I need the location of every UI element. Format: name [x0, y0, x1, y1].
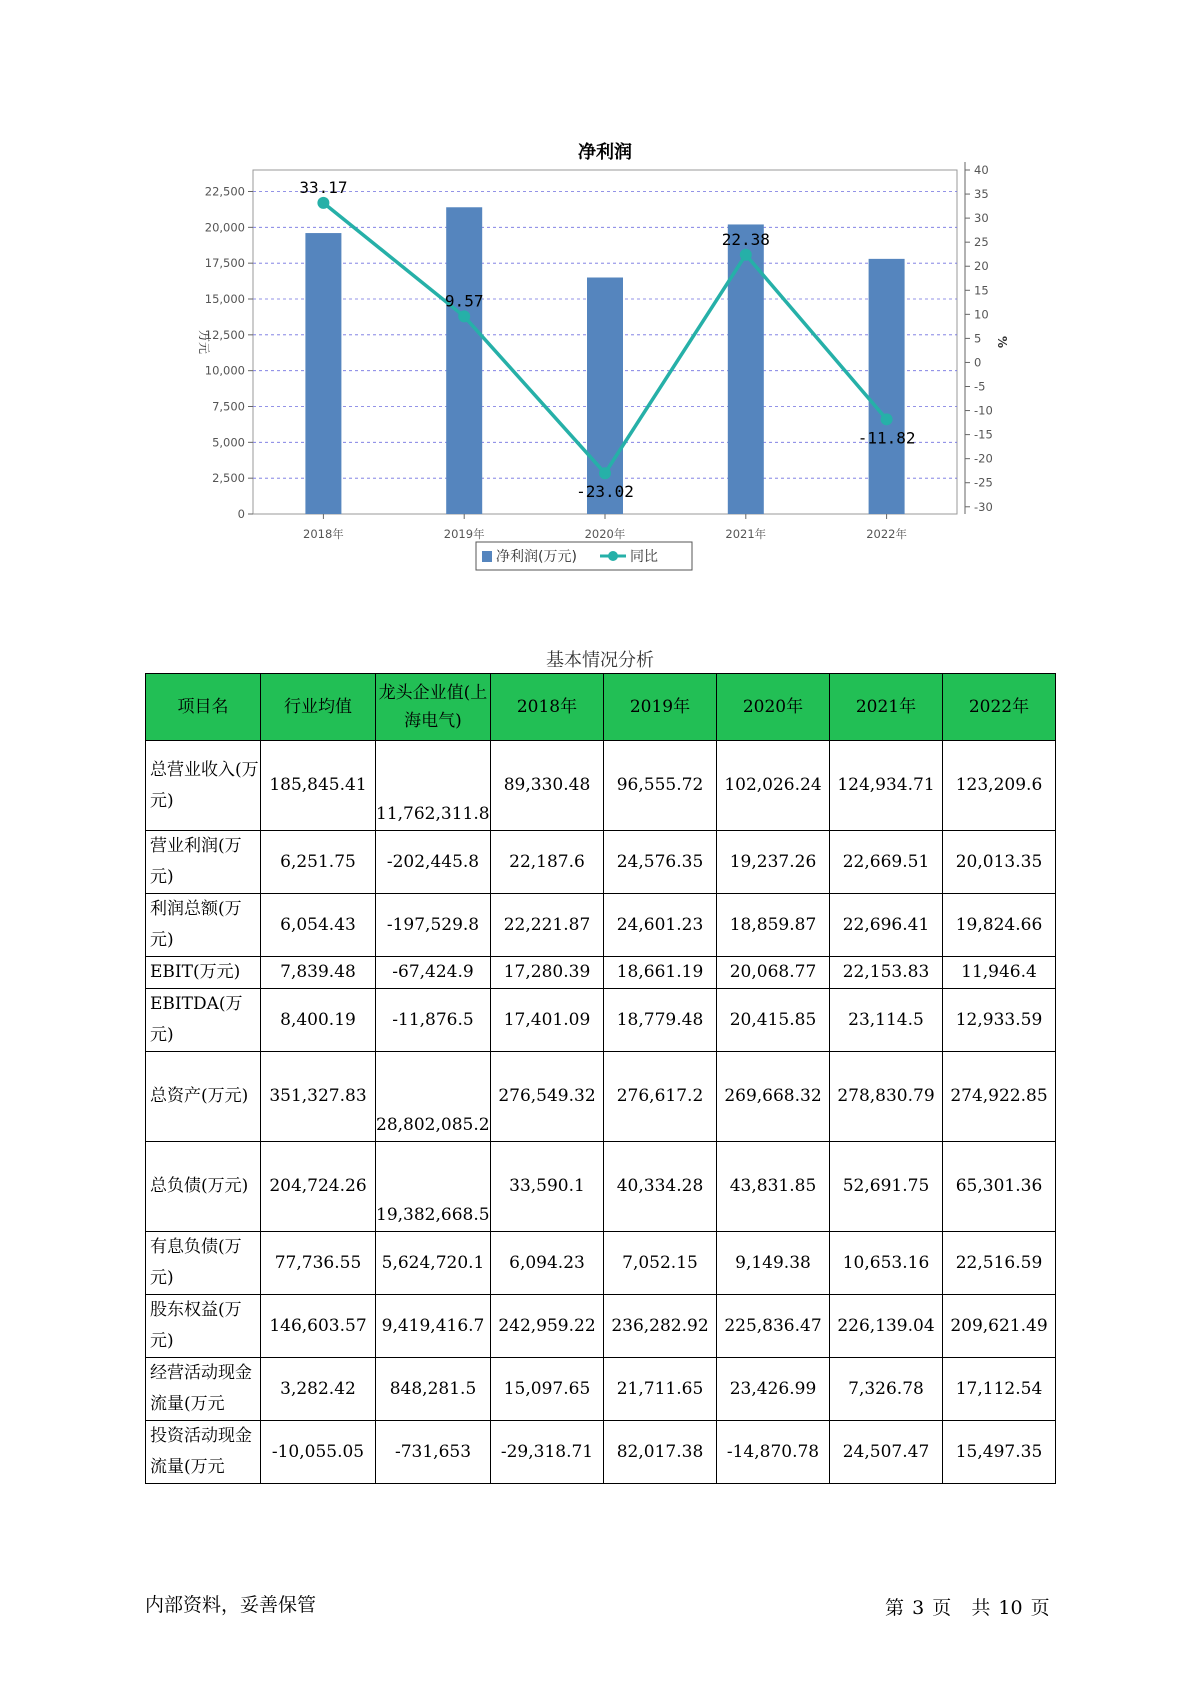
- value-cell: 28,802,085.2: [376, 1052, 491, 1142]
- page-current: 3: [912, 1597, 925, 1619]
- value-cell: 102,026.24: [717, 741, 830, 831]
- table-row: [146, 831, 1056, 894]
- left-tick-label: 7,500: [212, 399, 245, 414]
- left-tick-label: 20,000: [204, 220, 245, 235]
- right-tick-label: 5: [974, 331, 982, 346]
- value-cell: 82,017.38: [604, 1421, 717, 1484]
- footer-page-number: [885, 1593, 1052, 1620]
- value-cell: 269,668.32: [717, 1052, 830, 1142]
- value-cell: 276,617.2: [604, 1052, 717, 1142]
- x-tick-label: 2018年: [303, 527, 344, 541]
- value-cell: -731,653: [376, 1421, 491, 1484]
- value-cell: 20,013.35: [943, 831, 1056, 894]
- left-tick-label: 15,000: [204, 292, 245, 306]
- value-cell: 22,187.6: [491, 831, 604, 894]
- value-cell: 225,836.47: [717, 1295, 830, 1358]
- row-label-cell: 经营活动现金流量(万元: [146, 1358, 261, 1421]
- value-cell: 12,933.59: [943, 989, 1056, 1052]
- value-cell: 19,237.26: [717, 831, 830, 894]
- value-cell: 276,549.32: [491, 1052, 604, 1142]
- column-header: 2020年: [717, 674, 830, 741]
- left-tick-label: 12,500: [204, 327, 245, 342]
- legend-bar-swatch: [482, 551, 492, 562]
- bar: [446, 207, 482, 514]
- table-header-row: [146, 674, 1056, 741]
- value-cell: 22,221.87: [491, 894, 604, 957]
- value-cell: 52,691.75: [830, 1142, 943, 1232]
- bar: [305, 233, 341, 514]
- x-tick-label: 2019年: [443, 527, 485, 541]
- table-row: [146, 1295, 1056, 1358]
- value-cell: 24,601.23: [604, 894, 717, 957]
- value-cell: 23,114.5: [830, 989, 943, 1052]
- column-header: 2021年: [830, 674, 943, 741]
- value-cell: 65,301.36: [943, 1142, 1056, 1232]
- value-cell: -202,445.8: [376, 831, 491, 894]
- value-cell: 89,330.48: [491, 741, 604, 831]
- value-cell: 21,711.65: [604, 1358, 717, 1421]
- value-cell: 124,934.71: [830, 741, 943, 831]
- column-header: 2022年: [943, 674, 1056, 741]
- left-axis-label: 万元: [197, 329, 211, 355]
- yoy-point-label: -23.02: [576, 482, 634, 502]
- value-cell: 848,281.5: [376, 1358, 491, 1421]
- value-cell: -197,529.8: [376, 894, 491, 957]
- value-cell: 123,209.6: [943, 741, 1056, 831]
- yoy-point-label: -11.82: [857, 428, 916, 448]
- value-cell: 17,401.09: [491, 989, 604, 1052]
- value-cell: 15,097.65: [491, 1358, 604, 1421]
- value-cell: 19,824.66: [943, 894, 1056, 957]
- value-cell: 236,282.92: [604, 1295, 717, 1358]
- table-row: [146, 894, 1056, 957]
- left-tick-label: 0: [237, 507, 245, 521]
- legend-line-marker: [608, 551, 618, 561]
- right-tick-label: 30: [974, 211, 989, 226]
- column-header: 项目名: [146, 674, 261, 741]
- row-label-cell: 股东权益(万元): [146, 1295, 261, 1358]
- value-cell: 77,736.55: [261, 1232, 376, 1295]
- row-label-cell: 利润总额(万元): [146, 894, 261, 957]
- value-cell: 204,724.26: [261, 1142, 376, 1232]
- page-total-prefix: 共: [971, 1597, 991, 1619]
- basic-analysis-table: [145, 673, 1056, 1484]
- value-cell: 18,859.87: [717, 894, 830, 957]
- column-header: 龙头企业值(上海电气): [376, 674, 491, 741]
- chart-canvas: [180, 132, 1010, 602]
- right-tick-label: 40: [974, 163, 989, 177]
- table-row: [146, 989, 1056, 1052]
- table-row: [146, 741, 1056, 831]
- value-cell: 22,696.41: [830, 894, 943, 957]
- value-cell: 22,669.51: [830, 831, 943, 894]
- value-cell: 15,497.35: [943, 1421, 1056, 1484]
- column-header: 2019年: [604, 674, 717, 741]
- value-cell: 7,839.48: [261, 957, 376, 989]
- right-axis-label: %: [995, 335, 1009, 349]
- value-cell: 6,054.43: [261, 894, 376, 957]
- row-label-cell: 总资产(万元): [146, 1052, 261, 1142]
- value-cell: 24,507.47: [830, 1421, 943, 1484]
- table-row: [146, 1421, 1056, 1484]
- page-total: 10: [998, 1597, 1023, 1619]
- page-prefix: 第: [885, 1597, 905, 1619]
- yoy-point-label: 9.57: [444, 291, 484, 311]
- value-cell: 11,762,311.8: [376, 741, 491, 831]
- left-tick-label: 5,000: [212, 435, 245, 450]
- yoy-point-label: 22.38: [721, 229, 770, 249]
- right-tick-label: -15: [974, 427, 993, 442]
- right-tick-label: 25: [974, 235, 989, 250]
- yoy-point: [317, 197, 329, 209]
- right-tick-label: -25: [974, 475, 993, 490]
- value-cell: 209,621.49: [943, 1295, 1056, 1358]
- value-cell: 278,830.79: [830, 1052, 943, 1142]
- page-unit: 页: [932, 1597, 952, 1619]
- row-label-cell: 营业利润(万元): [146, 831, 261, 894]
- row-label-cell: 总营业收入(万元): [146, 741, 261, 831]
- left-tick-label: 10,000: [204, 363, 245, 378]
- value-cell: 18,661.19: [604, 957, 717, 989]
- column-header: 2018年: [491, 674, 604, 741]
- yoy-point: [458, 310, 470, 322]
- yoy-point-label: 33.17: [299, 177, 348, 197]
- value-cell: 22,516.59: [943, 1232, 1056, 1295]
- row-label-cell: 投资活动现金流量(万元: [146, 1421, 261, 1484]
- x-tick-label: 2020年: [584, 527, 626, 541]
- chart-title: 净利润: [578, 142, 632, 163]
- table-row: [146, 1142, 1056, 1232]
- right-tick-label: 35: [974, 187, 989, 202]
- value-cell: 17,112.54: [943, 1358, 1056, 1421]
- right-tick-label: -5: [974, 379, 986, 394]
- yoy-point: [881, 413, 893, 425]
- value-cell: 226,139.04: [830, 1295, 943, 1358]
- value-cell: 10,653.16: [830, 1232, 943, 1295]
- table-caption: 基本情况分析: [546, 650, 654, 671]
- row-label-cell: EBIT(万元): [146, 957, 261, 989]
- right-tick-label: 15: [974, 283, 989, 298]
- value-cell: 351,327.83: [261, 1052, 376, 1142]
- value-cell: 11,946.4: [943, 957, 1056, 989]
- right-tick-label: 20: [974, 259, 989, 274]
- right-tick-label: -20: [974, 451, 993, 466]
- value-cell: 17,280.39: [491, 957, 604, 989]
- column-header: 行业均值: [261, 674, 376, 741]
- yoy-point: [740, 249, 752, 261]
- value-cell: 8,400.19: [261, 989, 376, 1052]
- table-row: [146, 1358, 1056, 1421]
- value-cell: 185,845.41: [261, 741, 376, 831]
- table-row: [146, 1052, 1056, 1142]
- value-cell: 23,426.99: [717, 1358, 830, 1421]
- row-label-cell: EBITDA(万元): [146, 989, 261, 1052]
- right-tick-label: 0: [974, 355, 982, 370]
- table-row: [146, 1232, 1056, 1295]
- value-cell: 6,251.75: [261, 831, 376, 894]
- value-cell: 274,922.85: [943, 1052, 1056, 1142]
- value-cell: 7,326.78: [830, 1358, 943, 1421]
- value-cell: 20,068.77: [717, 957, 830, 989]
- value-cell: 18,779.48: [604, 989, 717, 1052]
- value-cell: 96,555.72: [604, 741, 717, 831]
- value-cell: 146,603.57: [261, 1295, 376, 1358]
- value-cell: 9,419,416.7: [376, 1295, 491, 1358]
- value-cell: 7,052.15: [604, 1232, 717, 1295]
- net-profit-chart: [180, 132, 1010, 602]
- value-cell: 22,153.83: [830, 957, 943, 989]
- legend-bar-label: 净利润(万元): [496, 549, 577, 565]
- left-tick-label: 17,500: [204, 256, 245, 271]
- legend-line-label: 同比: [630, 549, 658, 565]
- value-cell: 6,094.23: [491, 1232, 604, 1295]
- value-cell: 24,576.35: [604, 831, 717, 894]
- right-tick-label: -30: [974, 499, 993, 514]
- value-cell: -67,424.9: [376, 957, 491, 989]
- value-cell: -10,055.05: [261, 1421, 376, 1484]
- right-tick-label: -10: [974, 403, 993, 418]
- table-row: [146, 957, 1056, 989]
- x-tick-label: 2022年: [866, 527, 907, 541]
- value-cell: 43,831.85: [717, 1142, 830, 1232]
- page-total-unit: 页: [1030, 1597, 1050, 1619]
- value-cell: 40,334.28: [604, 1142, 717, 1232]
- bar: [869, 259, 905, 514]
- value-cell: 20,415.85: [717, 989, 830, 1052]
- yoy-point: [599, 467, 611, 479]
- footer-confidential-note: 内部资料，妥善保管: [145, 1594, 317, 1616]
- value-cell: 5,624,720.1: [376, 1232, 491, 1295]
- value-cell: 19,382,668.5: [376, 1142, 491, 1232]
- left-tick-label: 22,500: [204, 184, 245, 199]
- right-tick-label: 10: [974, 307, 989, 322]
- value-cell: -14,870.78: [717, 1421, 830, 1484]
- value-cell: 33,590.1: [491, 1142, 604, 1232]
- value-cell: -29,318.71: [491, 1421, 604, 1484]
- value-cell: 9,149.38: [717, 1232, 830, 1295]
- row-label-cell: 总负债(万元): [146, 1142, 261, 1232]
- x-tick-label: 2021年: [725, 527, 767, 541]
- left-tick-label: 2,500: [212, 471, 245, 486]
- row-label-cell: 有息负债(万元): [146, 1232, 261, 1295]
- value-cell: 3,282.42: [261, 1358, 376, 1421]
- value-cell: -11,876.5: [376, 989, 491, 1052]
- value-cell: 242,959.22: [491, 1295, 604, 1358]
